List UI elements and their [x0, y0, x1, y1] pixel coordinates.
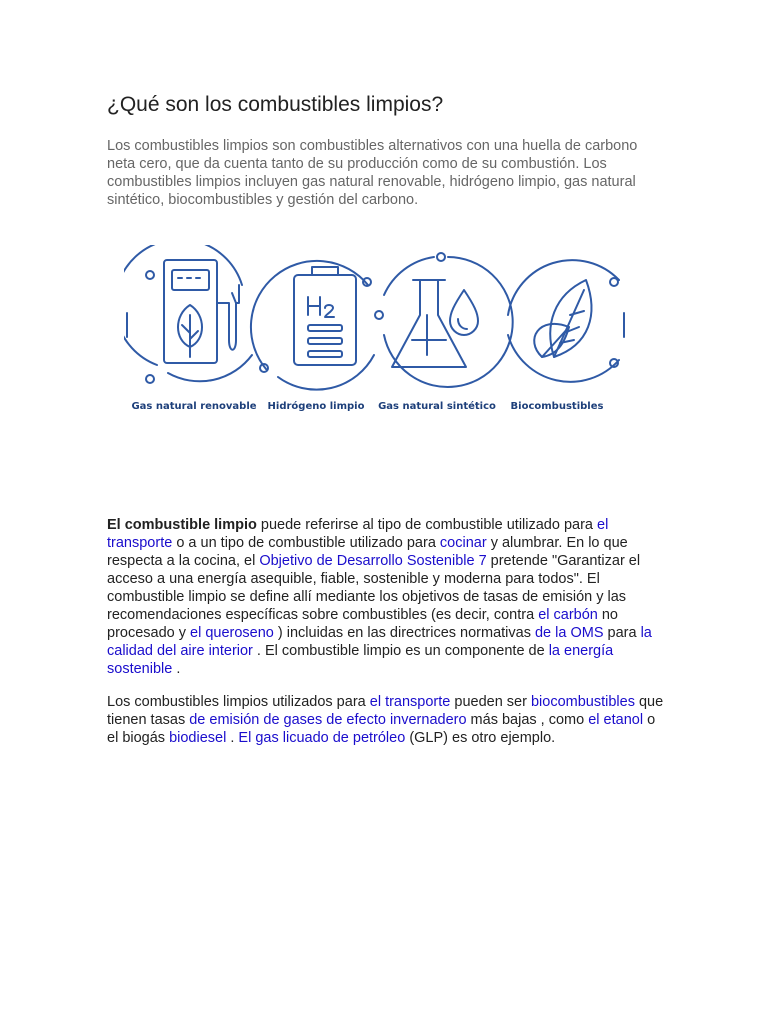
circle-node — [610, 278, 618, 286]
circle-node — [437, 253, 445, 261]
hydrogen-battery-icon — [294, 267, 356, 365]
text-span: o a un tipo de combustible utilizado para — [172, 535, 440, 551]
fuel-pump-leaf-icon — [164, 260, 239, 363]
caption-biocombustibles: Biocombustibles — [510, 401, 604, 412]
link-biodiesel[interactable]: biodiesel — [169, 730, 227, 746]
circle-outline — [278, 355, 374, 390]
circle-node — [375, 311, 383, 319]
text-span: (GLP) es otro ejemplo. — [405, 730, 556, 746]
link-gas-licuado-petroleo[interactable]: El gas licuado de petróleo — [238, 730, 406, 746]
text-span: . — [172, 661, 181, 677]
paragraph-clean-fuel-definition — [107, 516, 667, 678]
circle-outline — [124, 245, 242, 365]
link-biocombustibles[interactable]: biocombustibles — [530, 694, 635, 710]
clean-fuels-figure — [124, 245, 634, 420]
text-span: que tienen tasas — [107, 694, 664, 728]
link-emision-gases-efecto-invernadero[interactable]: de emisión de gases de efecto invernadero — [189, 712, 467, 728]
link-objetivo-desarrollo-sostenible-7[interactable]: Objetivo de Desarrollo Sostenible 7 — [259, 553, 487, 569]
text-span: puede referirse al tipo de combustible utilizado para — [256, 517, 598, 533]
text-span: más bajas , como — [466, 712, 589, 728]
link-energia-sostenible[interactable]: la energía sostenible — [107, 643, 614, 677]
link-de-la-oms[interactable]: de la OMS — [534, 625, 604, 641]
link-el-transporte[interactable]: el transporte — [107, 517, 609, 551]
leaves-icon — [534, 280, 591, 357]
flask-drop-icon — [392, 280, 478, 367]
text-span: y alumbrar. En lo que respecta a la cocina, el — [107, 535, 628, 569]
intro-paragraph: Los combustibles limpios son combustibles alternativos con una huella de carbono neta cero, que da cuenta tanto de su producción como de su combustión. Los combustibles limpios incluyen gas natural renovable, hidrógeno limpio, gas natural sintético, biocombustibles y gestión del carbono. — [107, 138, 638, 208]
text-span: . El combustible limpio es un componente de — [252, 643, 549, 659]
bold-term: El combustible limpio — [107, 517, 257, 533]
text-span: para — [603, 625, 641, 641]
clean-fuels-illustration — [124, 245, 634, 420]
link-cocinar[interactable]: cocinar — [439, 535, 487, 551]
link-el-queroseno[interactable]: el queroseno — [190, 625, 274, 641]
circle-outline — [508, 260, 619, 315]
text-span: no procesado y — [107, 607, 619, 641]
text-span: ) incluidas en las directrices normativas — [273, 625, 535, 641]
circle-outline — [384, 257, 434, 295]
circle-outline — [251, 261, 368, 369]
page-title: ¿Qué son los combustibles limpios? — [107, 93, 444, 116]
text-span: pretende "Garantizar el acceso a una energía asequible, fiable, sostenible y moderna para todos". El combustible limpio se define allí mediante los objetivos de tasas de emisión y las recomendaciones específicas sobre combustibles (es decir, contra — [107, 553, 641, 623]
text-span: o el biogás — [107, 712, 656, 746]
link-calidad-aire-interior[interactable]: la calidad del aire interior — [107, 625, 652, 659]
text-span: pueden ser — [450, 694, 531, 710]
caption-gas-natural-sintetico: Gas natural sintético — [378, 401, 496, 412]
text-span: Los combustibles limpios utilizados para — [107, 694, 370, 710]
circle-outline — [168, 355, 252, 381]
paragraph-transport-fuels — [107, 693, 667, 747]
caption-gas-natural-renovable: Gas natural renovable — [131, 401, 257, 412]
link-el-carbon[interactable]: el carbón — [538, 607, 598, 623]
link-el-etanol[interactable]: el etanol — [588, 712, 644, 728]
circle-node — [146, 375, 154, 383]
caption-hidrogeno-limpio: Hidrógeno limpio — [267, 401, 365, 412]
link-el-transporte[interactable]: el transporte — [369, 694, 451, 710]
text-span: . — [226, 730, 239, 746]
circle-node — [146, 271, 154, 279]
